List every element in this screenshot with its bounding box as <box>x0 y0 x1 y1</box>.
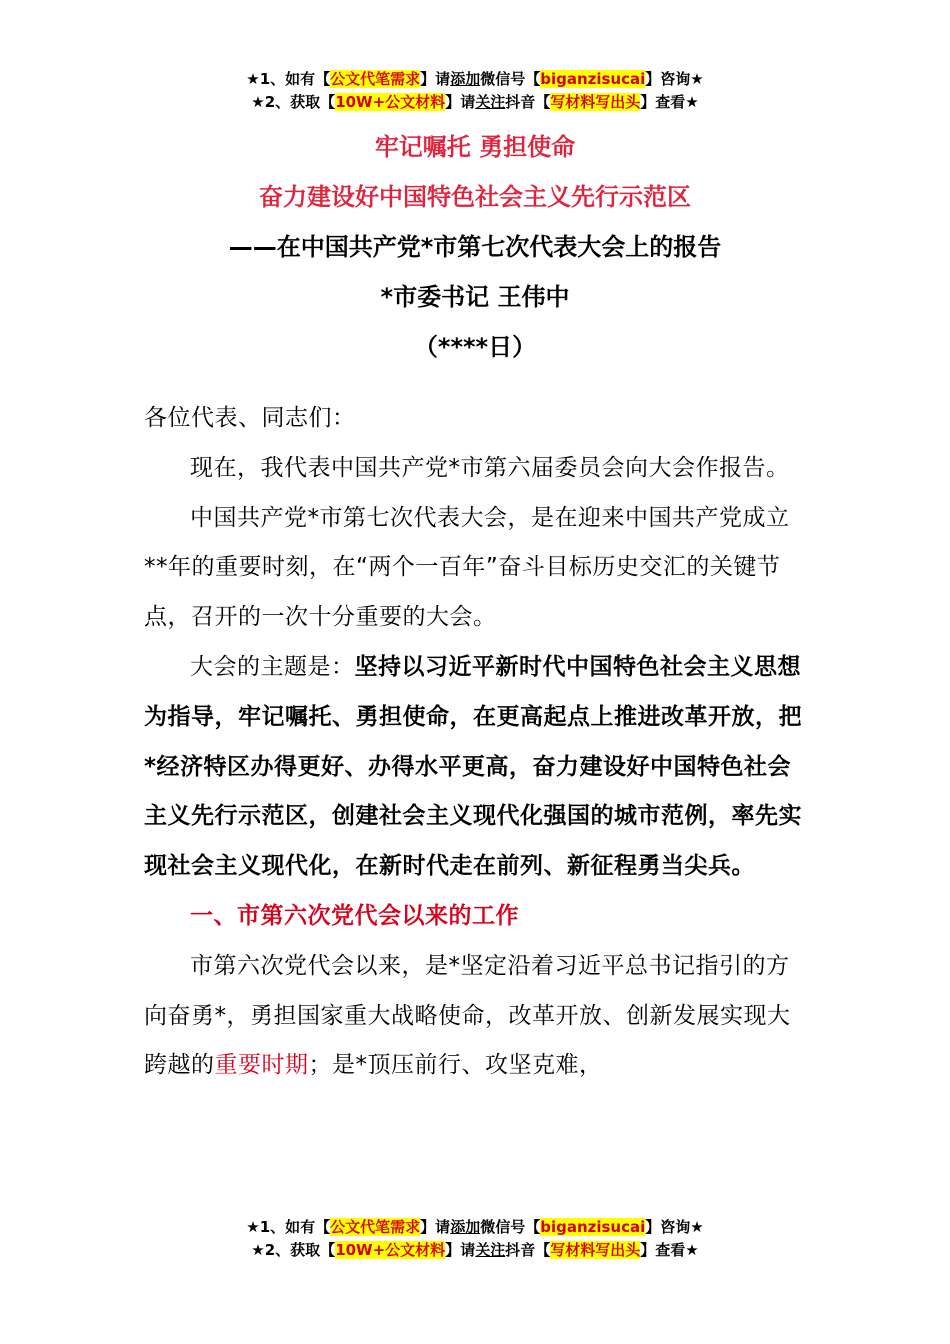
salutation: 各位代表、同志们： <box>144 405 356 431</box>
highlight-douyin: 写材料写出头 <box>550 93 641 111</box>
highlight-douyin: 写材料写出头 <box>550 1241 641 1259</box>
promo-banner-bottom <box>0 1216 950 1262</box>
promo-line-1: ★1、如有【公文代笔需求】请添加微信号【biganzisucai】咨询★ <box>246 70 704 88</box>
title-main: 牢记嘱托 勇担使命 <box>374 133 576 161</box>
promo-line-1: ★1、如有【公文代笔需求】请添加微信号【biganzisucai】咨询★ <box>246 1218 704 1236</box>
red-emphasis: 重要时期 <box>214 1052 309 1079</box>
highlight-materials: 10W+公文材料 <box>335 93 446 111</box>
report-body <box>144 394 804 1091</box>
title-author: *市委书记 王伟中 <box>380 283 570 311</box>
highlight-service: 公文代笔需求 <box>330 1218 421 1236</box>
promo-line-2: ★2、获取【10W+公文材料】请关注抖音【写材料写出头】查看★ <box>251 1241 699 1259</box>
title-occasion: ——在中国共产党*市第七次代表大会上的报告 <box>228 233 722 261</box>
highlight-wechat-id: biganzisucai <box>540 70 646 88</box>
section-heading-1: 一、市第六次党代会以来的工作 <box>190 902 519 929</box>
title-sub: 奋力建设好中国特色社会主义先行示范区 <box>259 183 691 211</box>
paragraph-3: 大会的主题是：坚持以习近平新时代中国特色社会主义思想为指导，牢记嘱托、勇担使命，在更高起点上推进改革开放，把*经济特区办得更好、办得水平更高，奋力建设好中国特色社会主义先行示范区，创建社会主义现代化强国的城市范例，率先实现社会主义现代化，在新时代走在前列、新征程勇当尖兵。 <box>144 653 802 880</box>
paragraph-2: 中国共产党*市第七次代表大会，是在迎来中国共产党成立**年的重要时刻，在“两个一百年”奋斗目标历史交汇的关键节点，召开的一次十分重要的大会。 <box>144 504 790 631</box>
paragraph-4: 市第六次党代会以来，是*坚定沿着习近平总书记指引的方向奋勇*，勇担国家重大战略使命，改革开放、创新发展实现大跨越的重要时期；是*顶压前行、攻坚克难， <box>144 952 791 1079</box>
highlight-service: 公文代笔需求 <box>330 70 421 88</box>
highlight-materials: 10W+公文材料 <box>335 1241 446 1259</box>
report-title-block <box>0 122 950 372</box>
highlight-wechat-id: biganzisucai <box>540 1218 646 1236</box>
meeting-theme: 坚持以习近平新时代中国特色社会主义思想为指导，牢记嘱托、勇担使命，在更高起点上推进改革开放，把*经济特区办得更好、办得水平更高，奋力建设好中国特色社会主义先行示范区，创建社会主义现代化强国的城市范例，率先实现社会主义现代化，在新时代走在前列、新征程勇当尖兵。 <box>144 653 802 880</box>
title-date: （****日） <box>413 333 537 361</box>
promo-banner-top <box>0 68 950 114</box>
paragraph-1: 现在，我代表中国共产党*市第六届委员会向大会作报告。 <box>190 454 790 481</box>
promo-line-2: ★2、获取【10W+公文材料】请关注抖音【写材料写出头】查看★ <box>251 93 699 111</box>
